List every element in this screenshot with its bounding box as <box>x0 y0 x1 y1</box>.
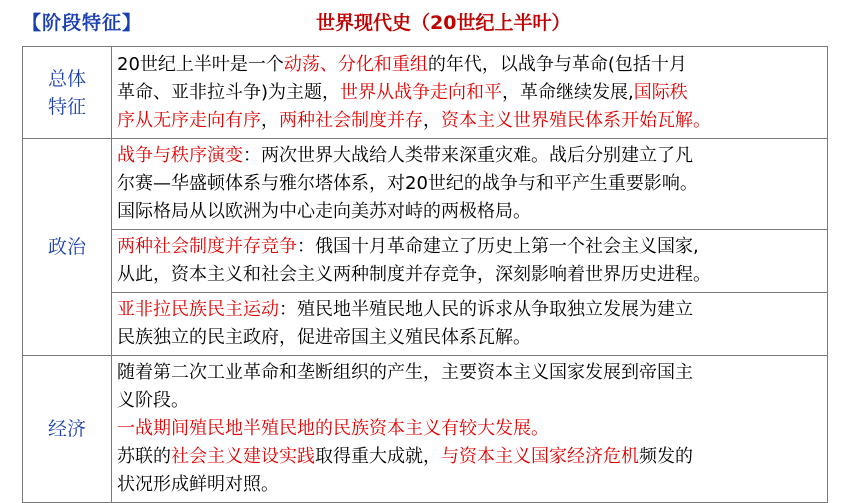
label-line: 特征 <box>47 95 86 118</box>
economy-content <box>112 356 828 503</box>
text-run: ， <box>423 109 441 131</box>
text-run: 频发的 <box>639 446 693 467</box>
highlight-text: 动荡、分化和重组 <box>283 53 428 75</box>
text-line <box>117 107 823 135</box>
text-run: ， <box>261 109 279 131</box>
text-line: 义阶段。 <box>117 390 189 411</box>
text-line: 尔赛—华盛顿体系与雅尔塔体系，对20世纪的战争与和平产生重要影响。 <box>117 173 698 194</box>
text-line <box>117 296 823 324</box>
text-line <box>117 443 823 471</box>
text-run: 取得重大成就， <box>315 446 441 467</box>
highlight-text: 亚非拉民族民主运动 <box>117 299 279 320</box>
text-line: 随着第二次工业革命和垄断组织的产生，主要资本主义国家发展到帝国主 <box>117 362 693 383</box>
text-run: ：殖民地半殖民地人民的诉求从争取独立发展为建立 <box>279 299 693 320</box>
text-line <box>117 233 823 261</box>
table-row-politics <box>23 139 828 356</box>
text-line <box>117 79 823 107</box>
text-run: 的年代，以战争与革命(包括十月 <box>427 53 687 75</box>
table-row-economy <box>23 356 828 503</box>
table-row-overall <box>23 47 828 139</box>
row-label-overall <box>23 47 112 139</box>
highlight-text: 社会主义建设实践 <box>171 446 315 467</box>
row-label-politics: 政治 <box>23 139 112 356</box>
section-tag: 【阶段特征】 <box>22 12 143 34</box>
label-line: 总体 <box>47 67 86 90</box>
highlight-line: 一战期间殖民地半殖民地的民族资本主义有较大发展。 <box>117 418 549 439</box>
highlight-text: 资本主义世界殖民体系开始瓦解。 <box>441 109 711 131</box>
highlight-text: 国际秩 <box>633 81 688 103</box>
text-line <box>117 142 823 170</box>
page-title: 世界现代史（20世纪上半叶） <box>316 12 571 34</box>
text-line: 国际格局从以欧洲为中心走向美苏对峙的两极格局。 <box>117 201 531 222</box>
politics-content <box>112 139 828 356</box>
highlight-text: 序从无序走向有序 <box>117 109 261 131</box>
text-run: 20世纪上半叶是一个 <box>117 53 284 75</box>
overall-content <box>112 47 828 139</box>
highlight-text: 两种社会制度并存竞争 <box>117 236 297 257</box>
text-line: 从此，资本主义和社会主义两种制度并存竞争，深刻影响着世界历史进程。 <box>117 264 711 285</box>
politics-block-war-order <box>112 139 827 229</box>
politics-block-two-systems <box>112 229 827 292</box>
row-label-economy: 经济 <box>23 356 112 503</box>
highlight-text: 战争与秩序演变 <box>117 145 243 166</box>
text-line: 民族独立的民主政府，促进帝国主义殖民体系瓦解。 <box>117 327 531 348</box>
text-run: ：俄国十月革命建立了历史上第一个社会主义国家, <box>297 236 699 257</box>
text-run: 革命、亚非拉斗争)为主题， <box>117 81 341 103</box>
stage-features-table <box>22 46 828 503</box>
text-run: 苏联的 <box>117 446 171 467</box>
text-run: ：两次世界大战给人类带来深重灾难。战后分别建立了凡 <box>243 145 693 166</box>
text-line: 状况形成鲜明对照。 <box>117 474 279 495</box>
text-line <box>117 51 823 79</box>
highlight-text: 世界从战争走向和平 <box>340 81 503 103</box>
highlight-text: 与资本主义国家经济危机 <box>441 446 639 467</box>
politics-block-national-movements <box>112 292 827 355</box>
text-run: ，革命继续发展, <box>502 81 634 103</box>
highlight-text: 两种社会制度并存 <box>279 109 423 131</box>
